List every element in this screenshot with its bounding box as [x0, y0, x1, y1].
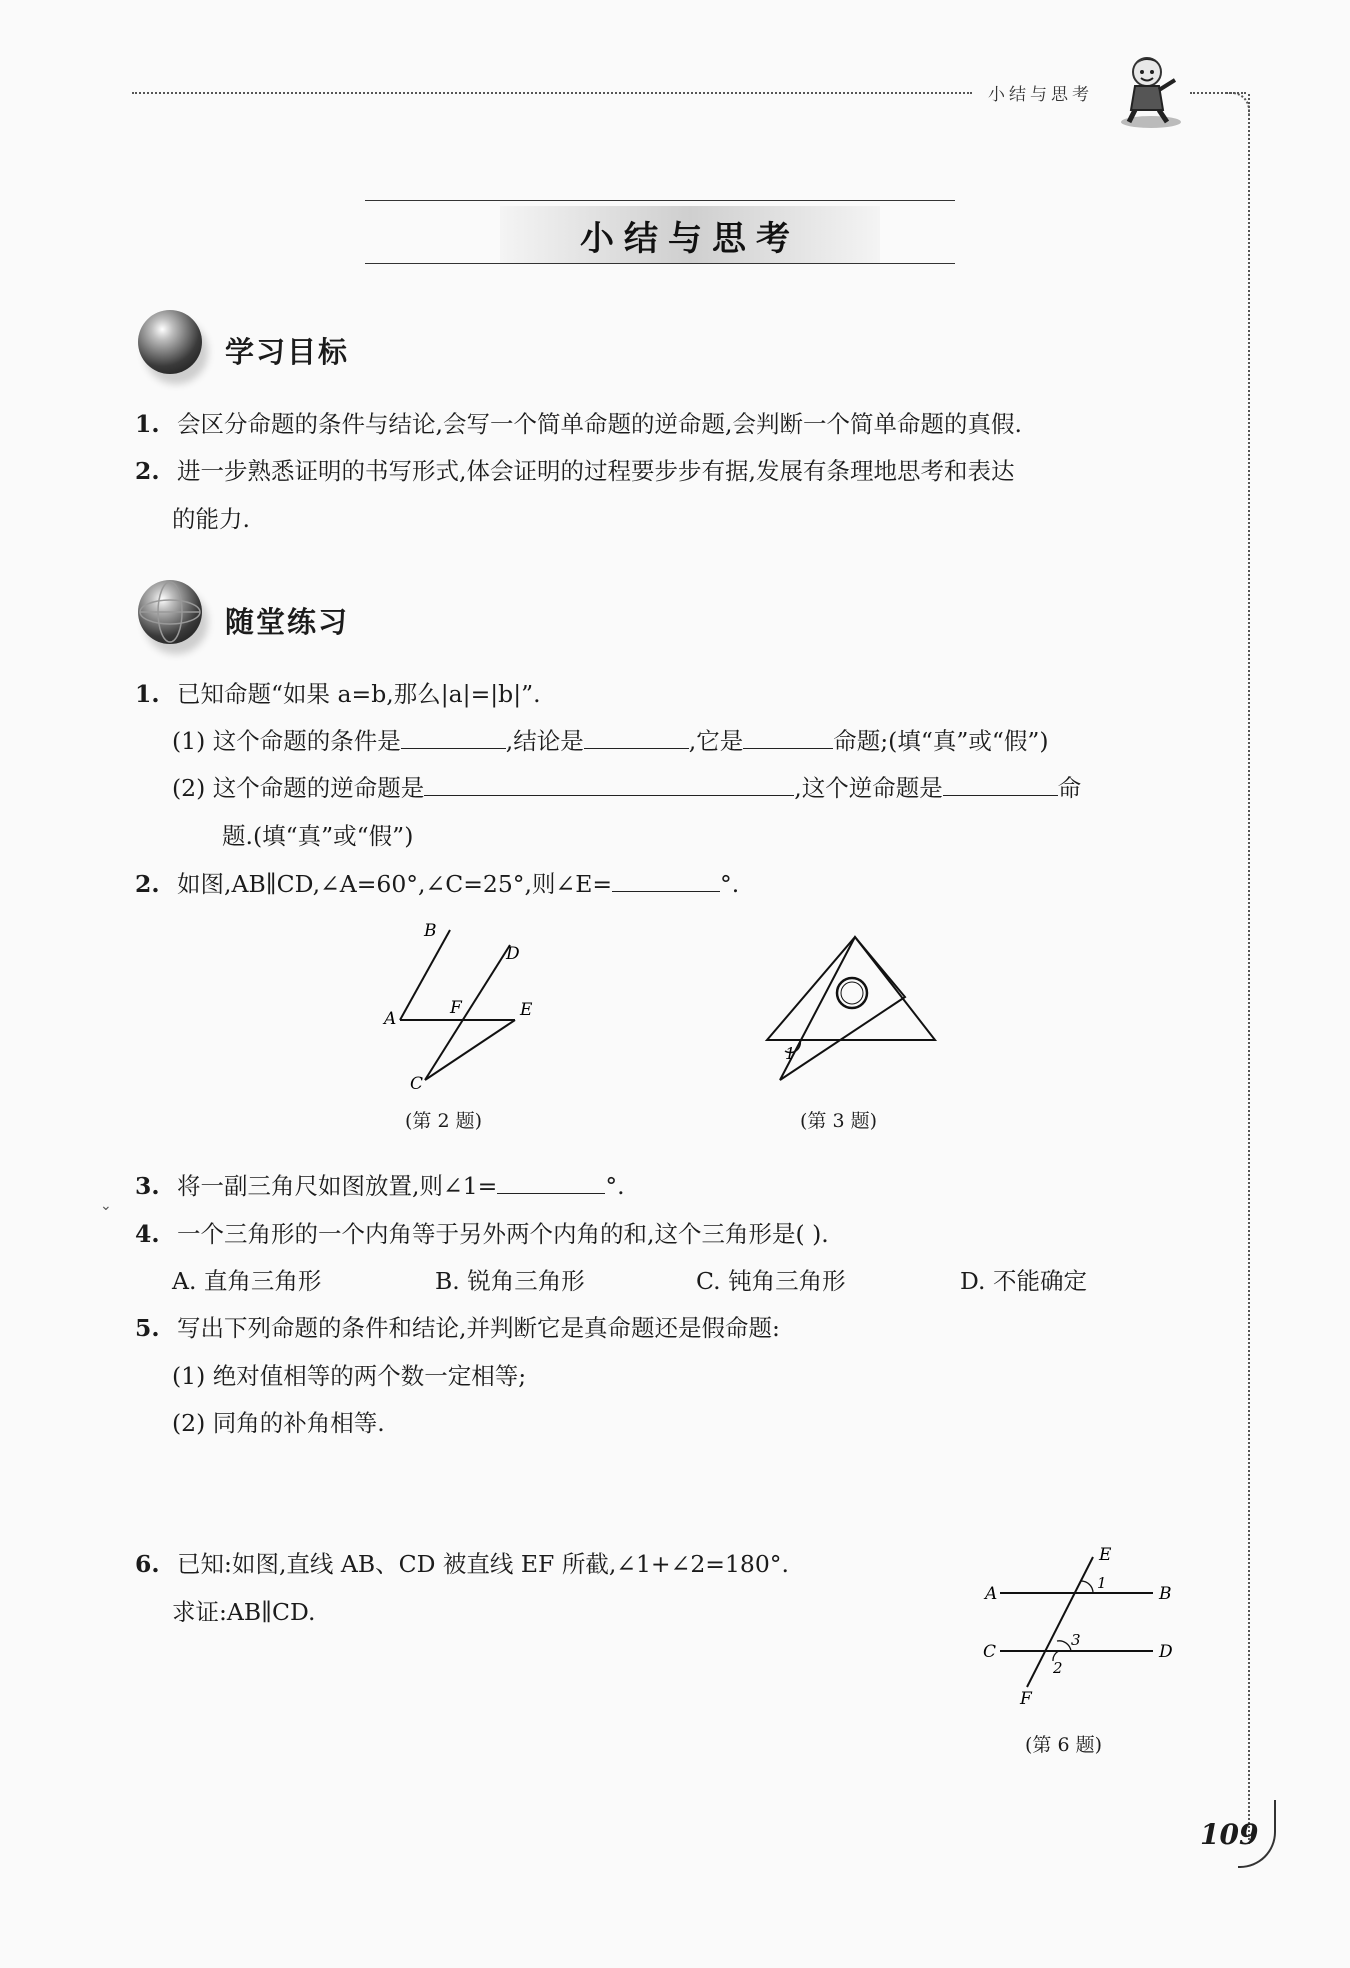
title-rule-bottom [365, 263, 955, 264]
question-6-prove: 求证:AB∥CD. [172, 1598, 316, 1626]
question-stem: 一个三角形的一个内角等于另外两个内角的和,这个三角形是( ). [177, 1220, 829, 1248]
question-1 [135, 678, 541, 710]
label-3: 3 [1071, 1631, 1081, 1649]
figure-3 [755, 925, 945, 1085]
header-label: 小结与思考 [988, 85, 1093, 105]
question-stem: 将一副三角尺如图放置,则∠1= [177, 1172, 498, 1200]
item-number: 1. [135, 410, 160, 438]
text: 命 [1057, 774, 1082, 802]
question-2 [135, 868, 739, 900]
question-number: 2. [135, 870, 160, 898]
question-stem-end: °. [720, 870, 740, 898]
answer-blank[interactable] [612, 869, 720, 892]
question-stem: 已知:如图,直线 AB、CD 被直线 EF 所截,∠1+∠2=180°. [177, 1550, 790, 1578]
item-text: 会区分命题的条件与结论,会写一个简单命题的逆命题,会判断一个简单命题的真假. [177, 410, 1022, 438]
label-F: F [1020, 1689, 1032, 1709]
option-D[interactable]: D. 不能确定 [960, 1267, 1087, 1295]
section-title-practice: 随堂练习 [225, 605, 350, 639]
label-D: D [506, 944, 520, 964]
question-1-part-1 [172, 725, 1049, 757]
option-A[interactable]: A. 直角三角形 [172, 1267, 322, 1295]
question-1-part-2 [172, 772, 1081, 804]
figure-6-caption: (第 6 题) [1025, 1734, 1102, 1756]
label-C: C [983, 1642, 997, 1662]
section-ball-icon [138, 310, 202, 374]
question-5-item-1: (1) 绝对值相等的两个数一定相等; [172, 1362, 527, 1390]
question-6 [135, 1548, 789, 1580]
label-1: 1 [1097, 1574, 1107, 1592]
title-rule-top [365, 200, 955, 201]
figure-6 [975, 1545, 1190, 1715]
figure-3-caption: (第 3 题) [800, 1110, 877, 1132]
page-number-bracket [1238, 1800, 1276, 1868]
label-2: 2 [1053, 1659, 1063, 1677]
title-banner [500, 206, 880, 264]
page-title: 小结与思考 [580, 218, 800, 259]
question-5-item-2: (2) 同角的补角相等. [172, 1409, 385, 1437]
section-title-goals: 学习目标 [225, 335, 350, 369]
label-A: A [384, 1009, 397, 1029]
label-D: D [1159, 1642, 1173, 1662]
goal-item-1 [135, 408, 1022, 440]
label-A: A [985, 1584, 998, 1604]
question-stem: 写出下列命题的条件和结论,并判断它是真命题还是假命题: [177, 1314, 780, 1342]
question-stem-end: °. [605, 1172, 625, 1200]
label-angle-1: 1 [785, 1044, 796, 1063]
answer-blank[interactable] [943, 773, 1058, 796]
question-number: 6. [135, 1550, 160, 1578]
figure-2 [380, 915, 550, 1095]
label-C: C [410, 1074, 424, 1094]
text: ,它是 [688, 727, 744, 755]
text: ,结论是 [505, 727, 584, 755]
figure-2-caption: (第 2 题) [405, 1110, 482, 1132]
question-number: 5. [135, 1314, 160, 1342]
stray-mark: ⌄ [100, 1198, 112, 1214]
mascot-icon [1115, 50, 1185, 130]
text: (1) 这个命题的条件是 [172, 727, 401, 755]
text: (2) 这个命题的逆命题是 [172, 774, 425, 802]
option-B[interactable]: B. 锐角三角形 [435, 1267, 585, 1295]
label-B: B [1159, 1584, 1172, 1604]
question-3 [135, 1170, 625, 1202]
question-5 [135, 1312, 780, 1344]
answer-blank[interactable] [424, 773, 794, 796]
answer-blank[interactable] [401, 726, 506, 749]
label-F: F [450, 998, 462, 1018]
option-C[interactable]: C. 钝角三角形 [696, 1267, 846, 1295]
question-number: 1. [135, 680, 160, 708]
question-number: 4. [135, 1220, 160, 1248]
question-4 [135, 1218, 829, 1250]
goal-item-2 [135, 455, 1014, 487]
question-stem: 如图,AB∥CD,∠A=60°,∠C=25°,则∠E= [177, 870, 613, 898]
answer-blank[interactable] [584, 726, 689, 749]
label-E: E [520, 1000, 533, 1020]
item-number: 2. [135, 457, 160, 485]
goal-item-2-cont: 的能力. [172, 505, 250, 533]
question-number: 3. [135, 1172, 160, 1200]
question-1-part-2-cont: 题.(填“真”或“假”) [222, 822, 414, 850]
answer-blank[interactable] [743, 726, 833, 749]
header-dotted-line [132, 92, 972, 94]
label-B: B [424, 921, 437, 941]
section-globe-icon [138, 580, 202, 644]
answer-blank[interactable] [497, 1171, 605, 1194]
text: ,这个逆命题是 [794, 774, 943, 802]
page-number: 109 [1200, 1818, 1259, 1851]
label-E: E [1099, 1545, 1112, 1565]
margin-dotted-line [1248, 94, 1250, 1844]
question-stem: 已知命题“如果 a=b,那么|a|=|b|”. [177, 680, 541, 708]
text: 命题;(填“真”或“假”) [833, 727, 1049, 755]
item-text: 进一步熟悉证明的书写形式,体会证明的过程要步步有据,发展有条理地思考和表达 [177, 457, 1015, 485]
margin-corner [1226, 92, 1250, 116]
